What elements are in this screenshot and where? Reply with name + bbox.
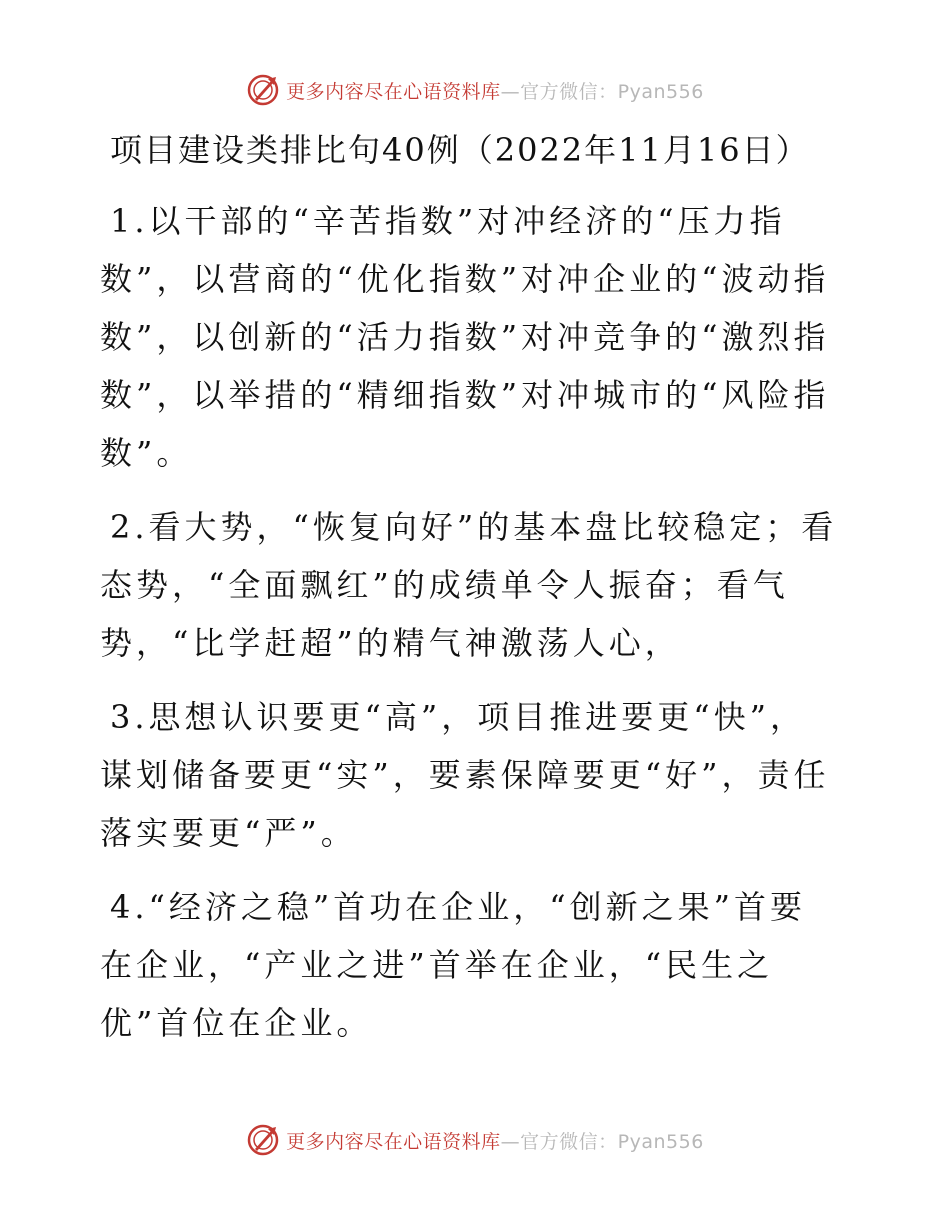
banner-slogan: 更多内容尽在心语资料库	[286, 1130, 501, 1153]
banner-dash: —	[500, 1130, 521, 1153]
paragraph	[100, 498, 852, 672]
paragraph-line: 4.“经济之稳”首功在企业，“创新之果”首要	[110, 888, 806, 926]
banner-contact: 官方微信：Pyan556	[520, 1130, 704, 1153]
paragraph-line: 3.思想认识要更“高”，项目推进要更“快”，	[110, 698, 806, 736]
header-banner	[0, 70, 950, 110]
paragraph-line: 落实要更“严”。	[100, 814, 357, 852]
paragraph-line: 2.看大势，“恢复向好”的基本盘比较稳定；看	[110, 508, 838, 546]
paragraph-line: 优”首位在企业。	[100, 1004, 373, 1042]
paragraph-line: 数”，以举措的“精细指数”对冲城市的“风险指	[100, 376, 830, 414]
footer-banner	[0, 1120, 950, 1160]
banner-text	[286, 77, 704, 104]
document-title: 项目建设类排比句40例（2022年11月16日）	[110, 131, 810, 169]
banner-dash: —	[500, 80, 521, 103]
paragraph	[100, 192, 852, 482]
paragraph-line: 数”，以营商的“优化指数”对冲企业的“波动指	[100, 260, 830, 298]
paragraph-line: 谋划储备要更“实”，要素保障要更“好”，责任	[100, 756, 830, 794]
paragraph-line: 数”。	[100, 434, 193, 472]
paragraph-line: 态势，“全面飘红”的成绩单令人振奋；看气	[100, 566, 789, 604]
paragraph	[100, 688, 852, 862]
paragraph	[100, 878, 852, 1052]
banner-text	[286, 1127, 704, 1154]
quill-logo-icon	[246, 73, 280, 107]
banner-contact: 官方微信：Pyan556	[520, 80, 704, 103]
paragraph-line: 在企业，“产业之进”首举在企业，“民生之	[100, 946, 774, 984]
paragraph-line: 势，“比学赶超”的精气神激荡人心，	[100, 624, 681, 662]
banner-slogan: 更多内容尽在心语资料库	[286, 80, 501, 103]
paragraph-line: 1.以干部的“辛苦指数”对冲经济的“压力指	[110, 202, 786, 240]
quill-logo-icon	[246, 1123, 280, 1157]
paragraph-line: 数”，以创新的“活力指数”对冲竞争的“激烈指	[100, 318, 830, 356]
document-body	[100, 192, 852, 1068]
